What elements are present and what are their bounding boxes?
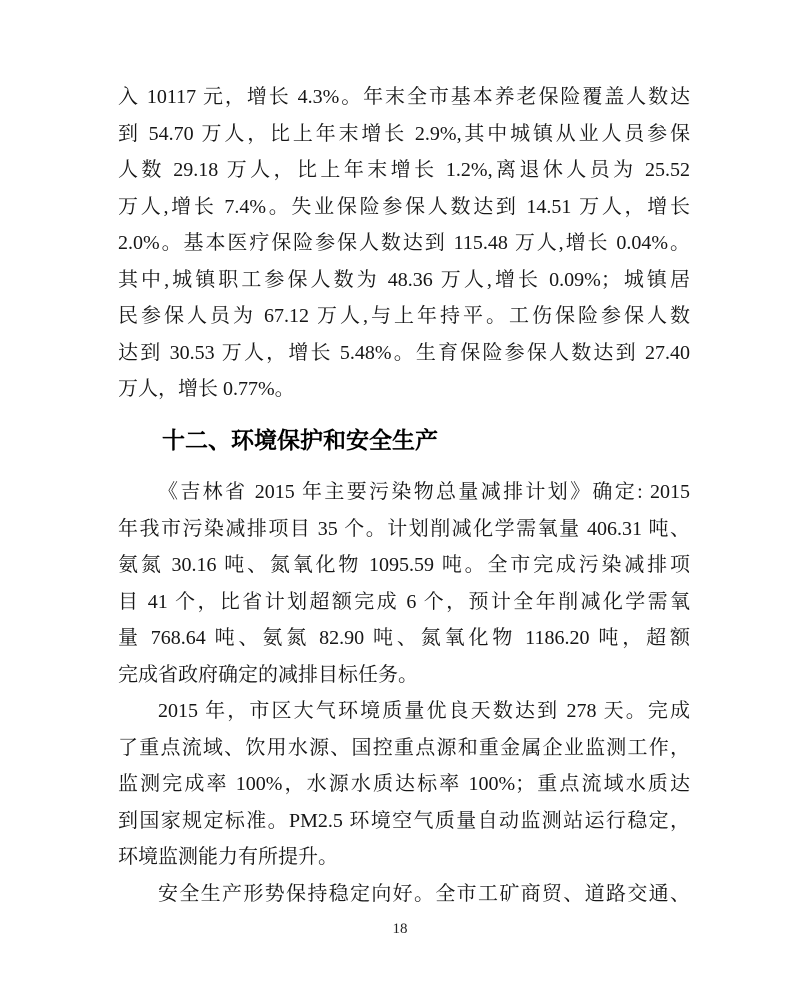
text-line: 环境监测能力有所提升。 (118, 846, 338, 868)
text-line: 到国家规定标准。PM2.5 环境空气质量自动监测站运行稳定， (118, 809, 690, 832)
text-line: 氨氮 30.16 吨、氮氧化物 1095.59 吨。全市完成污染减排项 (118, 554, 690, 576)
section-heading: 十二、环境保护和安全生产 (162, 426, 438, 453)
text-line: 了重点流域、饮用水源、国控重点源和重金属企业监测工作， (118, 736, 690, 759)
paragraph-pollution-reduction (118, 474, 690, 693)
text-line: 入 10117 元，增长 4.3%。年末全市基本养老保险覆盖人数达 (118, 86, 690, 108)
text-line: 监测完成率 100%，水源水质达标率 100%；重点流域水质达 (118, 773, 690, 795)
text-block (118, 79, 690, 912)
text-line: 2015 年，市区大气环境质量优良天数达到 278 天。完成 (158, 700, 690, 722)
text-line: 量 768.64 吨、氨氮 82.90 吨、氮氧化物 1186.20 吨，超额 (118, 627, 690, 649)
text-line: 安全生产形势保持稳定向好。全市工矿商贸、道路交通、 (158, 882, 690, 905)
text-line: 其中,城镇职工参保人数为 48.36 万人,增长 0.09%；城镇居 (118, 268, 690, 291)
text-line: 《吉林省 2015 年主要污染物总量减排计划》确定: 2015 (158, 481, 690, 503)
page-number: 18 (392, 921, 408, 937)
paragraph-air-quality (118, 693, 690, 876)
text-line: 万人，增长 0.77%。 (118, 378, 295, 400)
text-line: 2.0%。基本医疗保险参保人数达到 115.48 万人,增长 0.04%。 (118, 232, 690, 254)
text-line: 万人,增长 7.4%。失业保险参保人数达到 14.51 万人，增长 (118, 195, 690, 218)
text-line: 到 54.70 万人，比上年末增长 2.9%,其中城镇从业人员参保 (118, 122, 690, 145)
text-line: 年我市污染减排项目 35 个。计划削减化学需氧量 406.31 吨、 (118, 517, 690, 540)
text-line: 人数 29.18 万人，比上年末增长 1.2%,离退休人员为 25.52 (118, 159, 690, 181)
paragraph-work-safety (118, 876, 690, 913)
text-line: 目 41 个，比省计划超额完成 6 个，预计全年削减化学需氧 (118, 590, 690, 613)
text-line: 民参保人员为 67.12 万人,与上年持平。工伤保险参保人数 (118, 305, 690, 327)
text-line: 达到 30.53 万人，增长 5.48%。生育保险参保人数达到 27.40 (118, 341, 690, 364)
paragraph-insurance (118, 79, 690, 408)
text-line: 完成省政府确定的减排目标任务。 (118, 663, 418, 686)
